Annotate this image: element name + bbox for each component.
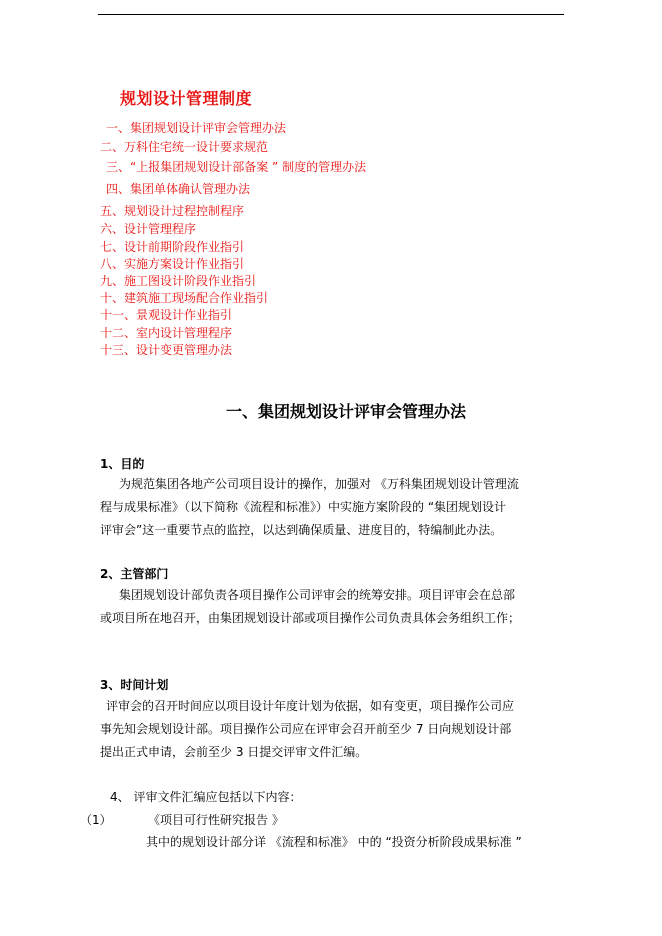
section-3-heading: 3、时间计划 — [100, 678, 169, 692]
section-1-line-1: 为规范集团各地产公司项目设计的操作，加强对 《万科集团规划设计管理流 — [119, 477, 519, 491]
toc-item-6[interactable]: 六、设计管理程序 — [100, 222, 197, 236]
item-1-number: （1） — [80, 813, 112, 827]
section-1-heading: 1、目的 — [100, 457, 145, 471]
section-3-line-1: 评审会的召开时间应以项目设计年度计划为依据，如有变更，项目操作公司应 — [106, 699, 515, 713]
toc-item-10[interactable]: 十、建筑施工现场配合作业指引 — [100, 291, 269, 305]
section-3-line-2: 事先知会规划设计部。项目操作公司应在评审会召开前至少 7 日向规划设计部 — [100, 722, 512, 736]
section-4-line: 4、 评审文件汇编应包括以下内容： — [110, 790, 302, 804]
section-3-line-3: 提出正式申请，会前至少 3 日提交评审文件汇编。 — [100, 745, 368, 759]
toc-item-4[interactable]: 四、集团单体确认管理办法 — [106, 182, 251, 196]
section-1-line-2: 程与成果标准》（以下简称《流程和标准》）中实施方案阶段的 “集团规划设计 — [100, 500, 507, 514]
toc-item-8[interactable]: 八、实施方案设计作业指引 — [100, 257, 245, 271]
section-2-heading: 2、主管部门 — [100, 567, 169, 581]
item-1-description: 其中的规划设计部分详 《流程和标准》 中的 “投资分析阶段成果标准 ” — [146, 835, 522, 849]
toc-item-7[interactable]: 七、设计前期阶段作业指引 — [100, 240, 245, 254]
header-rule — [98, 14, 564, 15]
section-2-line-1: 集团规划设计部负责各项目操作公司评审会的统筹安排。项目评审会在总部 — [119, 588, 516, 602]
toc-item-5[interactable]: 五、规划设计过程控制程序 — [100, 204, 245, 218]
toc-item-1[interactable]: 一、集团规划设计评审会管理办法 — [106, 121, 287, 135]
toc-item-13[interactable]: 十三、设计变更管理办法 — [100, 343, 233, 357]
toc-item-3[interactable]: 三、“上报集团规划设计部备案 ” 制度的管理办法 — [106, 160, 367, 174]
document-title: 规划设计管理制度 — [120, 89, 253, 108]
toc-item-12[interactable]: 十二、室内设计管理程序 — [100, 326, 233, 340]
toc-item-11[interactable]: 十一、景观设计作业指引 — [100, 308, 233, 322]
section-title: 一、集团规划设计评审会管理办法 — [225, 402, 466, 421]
toc-item-9[interactable]: 九、施工图设计阶段作业指引 — [100, 274, 257, 288]
section-1-line-3: 评审会”这一重要节点的监控，以达到确保质量、进度目的，特编制此办法。 — [100, 523, 503, 537]
toc-item-2[interactable]: 二、万科住宅统一设计要求规范 — [100, 140, 269, 154]
item-1-text: 《项目可行性研究报告 》 — [148, 813, 284, 827]
section-2-line-2: 或项目所在地召开，由集团规划设计部或项目操作公司负责具体会务组织工作； — [100, 611, 521, 625]
